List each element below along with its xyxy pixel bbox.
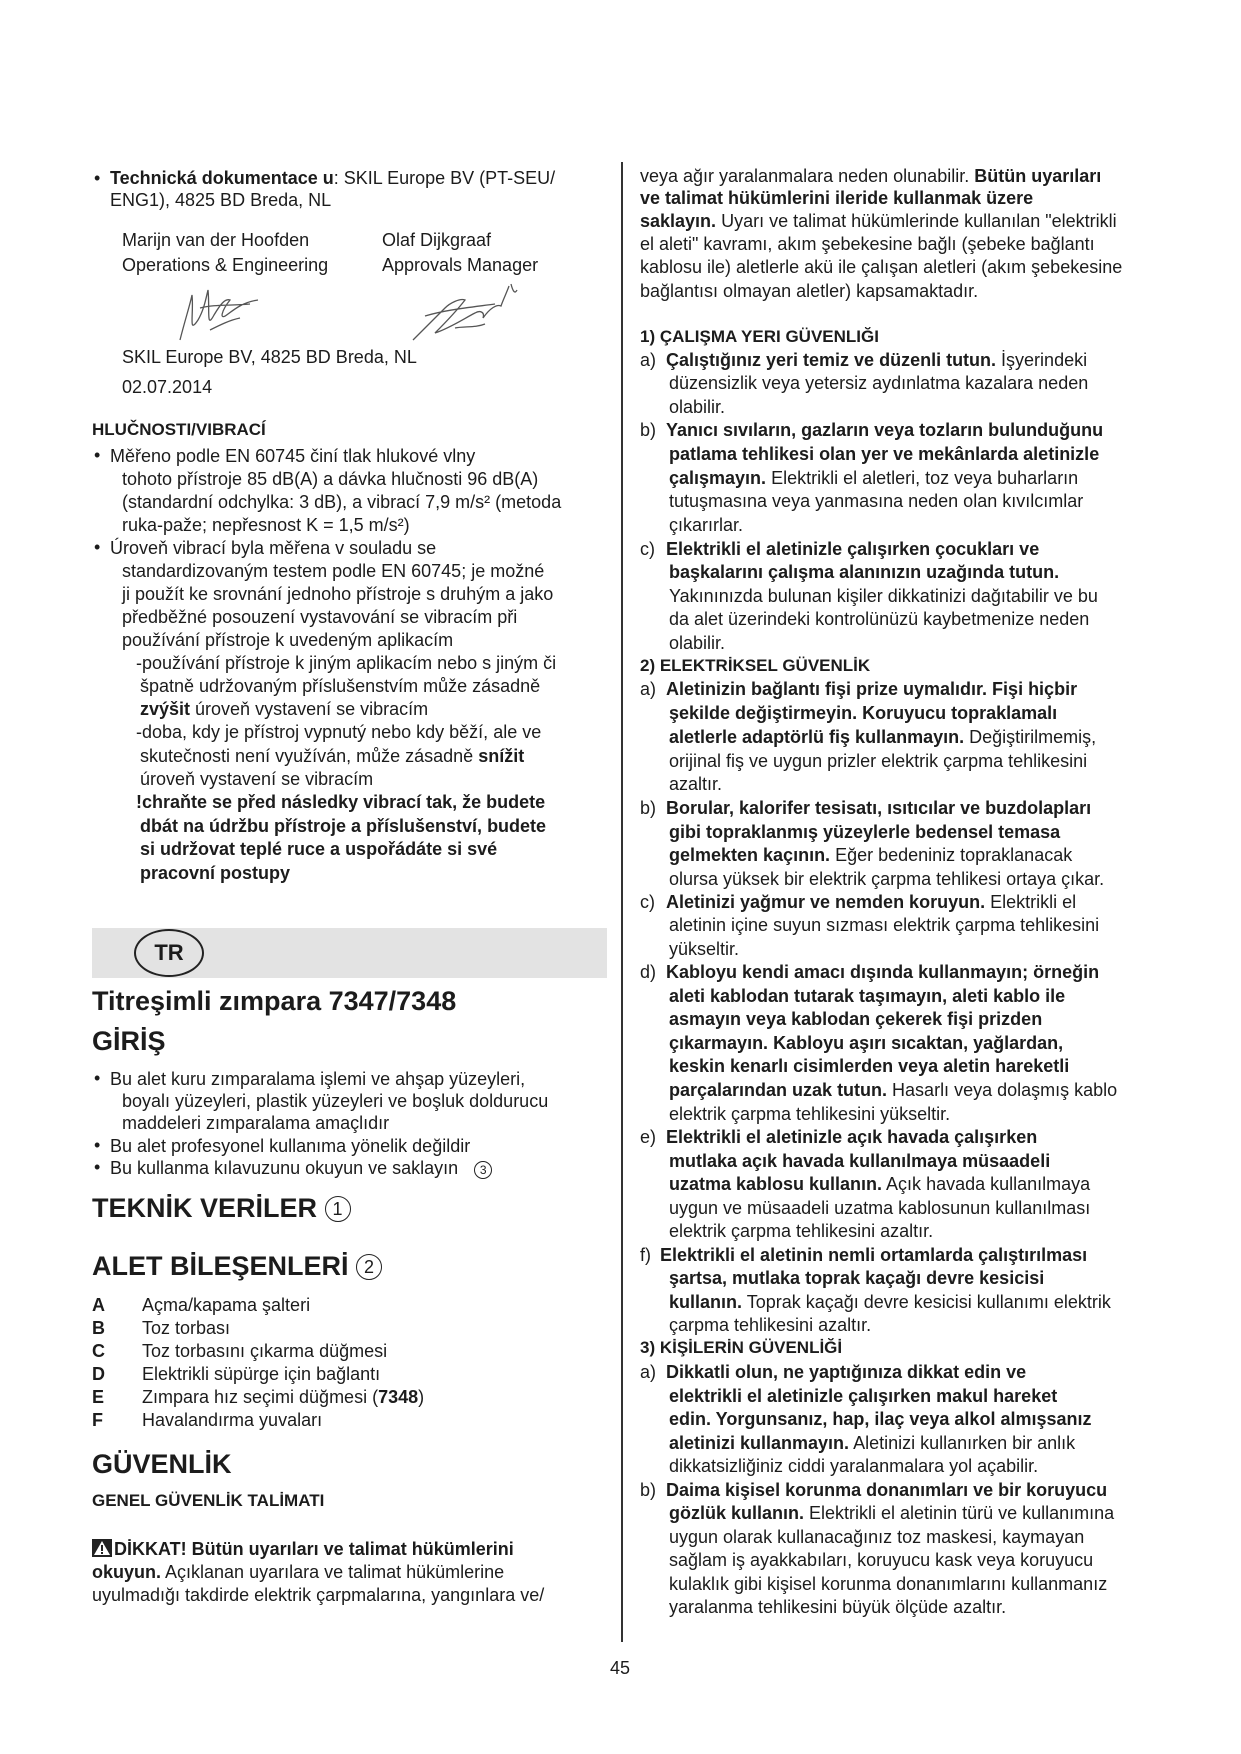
- s2f-l1: Elektrikli el aletinin nemli ortamlarda çalıştırılması: [660, 1245, 1088, 1265]
- noise-s2-l2: skutečnosti není využíván, může zásadně snížit: [140, 746, 525, 766]
- s2d-l6: parçalarından uzak tutun. Hasarlı veya dolaşmış kablo: [669, 1080, 1118, 1100]
- list-item: F Havalandırma yuvaları: [92, 1410, 323, 1430]
- s3a-l5: dikkatsizliğiniz ciddi yaralanmalara yol açabilir.: [669, 1456, 1039, 1476]
- figure-ref-3: 3: [474, 1161, 492, 1179]
- s1b-l1: Yanıcı sıvıların, gazların veya tozların bulunduğunu: [666, 420, 1104, 440]
- tech-doc-line2: ENG1), 4825 BD Breda, NL: [110, 190, 332, 210]
- bullet: •: [94, 1157, 101, 1177]
- signature-1: [170, 280, 280, 350]
- s2c-letter: c): [640, 892, 655, 912]
- s1b-l2: patlama tehlikesi olan yer ve mekânlarda aletinizle: [669, 444, 1100, 464]
- s2d-l3: asmayın veya kablodan çekerek fişi prizden: [669, 1009, 1043, 1029]
- safety-subheading: GENEL GÜVENLİK TALİMATI: [92, 1491, 325, 1510]
- s1b-l3: çalışmayın. Elektrikli el aletleri, toz veya buharların: [669, 468, 1079, 488]
- product-title: Titreşimli zımpara 7347/7348: [92, 986, 457, 1016]
- s3b-l5: kulaklık gibi kişisel korunma donanımlarını kullanmanız: [669, 1574, 1108, 1594]
- s2d-l1: Kabloyu kendi amacı dışında kullanmayın; örneğin: [666, 962, 1100, 982]
- list-item: A Açma/kapama şalteri: [92, 1295, 311, 1315]
- s2e-l1: Elektrikli el aletinizle açık havada çalışırken: [666, 1127, 1038, 1147]
- s2d-l7: elektrik çarpma tehlikesini yükseltir.: [669, 1104, 951, 1124]
- noise-warn-l4: pracovní postupy: [140, 863, 291, 883]
- language-badge: TR: [134, 929, 204, 977]
- s1a-l3: olabilir.: [669, 397, 726, 417]
- warning-line1: DİKKAT! Bütün uyarıları ve talimat hükümlerini: [92, 1538, 514, 1560]
- noise-s2-l3: úroveň vystavení se vibracím: [140, 769, 374, 789]
- s1-heading: 1) ÇALIŞMA YERI GÜVENLIĞI: [640, 327, 879, 346]
- signer1-role: Operations & Engineering: [122, 255, 329, 275]
- noise-b2-l1: Úroveň vibrací byla měřena v souladu se: [110, 538, 437, 558]
- intro-b1-l1: Bu alet kuru zımparalama işlemi ve ahşap yüzeyleri,: [110, 1069, 526, 1089]
- parts-heading: ALET BİLEŞENLERİ 2: [92, 1250, 382, 1282]
- noise-b1-l4: ruka-paže; nepřesnost K = 1,5 m/s²): [122, 515, 410, 535]
- s1b-l4: tutuşmasına veya yanmasına neden olan kıvılcımlar: [669, 491, 1084, 511]
- warning-line3: uyulmadığı takdirde elektrik çarpmalarına, yangınlara ve/: [92, 1585, 545, 1605]
- s1c-l3: Yakınınızda bulunan kişiler dikkatinizi dağıtabilir ve bu: [669, 586, 1098, 606]
- s3a-l1: Dikkatli olun, ne yaptığınıza dikkat edin ve: [666, 1362, 1027, 1382]
- company-address: SKIL Europe BV, 4825 BD Breda, NL: [122, 347, 417, 367]
- s1a-letter: a): [640, 350, 657, 370]
- figure-ref-1: 1: [325, 1196, 351, 1222]
- s2d-l2: aleti kablodan tutarak taşımayın, aleti kablo ile: [669, 986, 1066, 1006]
- s2c-l2: aletinin içine suyun sızması elektrik çarpma tehlikesini: [669, 915, 1100, 935]
- safety-heading: GÜVENLİK: [92, 1449, 232, 1479]
- s3b-l2: gözlük kullanın. Elektrikli el aletinin türü ve kullanımına: [669, 1503, 1115, 1523]
- p0-l6: bağlantısı olmayan aletler) kapsamaktadır.: [640, 281, 979, 301]
- s2d-l4: çıkarmayın. Kabloyu aşırı sıcaktan, yağlardan,: [669, 1033, 1064, 1053]
- s2b-l3: gelmekten kaçının. Eğer bedeniniz topraklanacak: [669, 845, 1073, 865]
- s2b-letter: b): [640, 798, 657, 818]
- s2e-l3: uzatma kablosu kullanın. Açık havada kullanılmaya: [669, 1174, 1091, 1194]
- p0-l3: saklayın. Uyarı ve talimat hükümlerinde kullanılan "elektrikli: [640, 211, 1117, 231]
- s3a-l4: aletinizi kullanmayın. Aletinizi kullanırken bir anlık: [669, 1433, 1076, 1453]
- s2a-l4: orijinal fiş ve uygun prizler elektrik çarpma tehlikesini: [669, 751, 1088, 771]
- warning-icon: [92, 1539, 112, 1557]
- noise-b2-l3: ji použít ke srovnání jednoho přístroje s druhým a jako: [122, 584, 554, 604]
- s2f-l4: çarpma tehlikesini azaltır.: [669, 1315, 872, 1335]
- s2e-l5: elektrik çarpma tehlikesini azaltır.: [669, 1221, 934, 1241]
- column-divider: [621, 162, 623, 1642]
- s2e-letter: e): [640, 1127, 657, 1147]
- s1c-l2: başkalarını çalışma alanınızın uzağında tutun.: [669, 562, 1060, 582]
- s2e-l4: uygun ve müsaadeli uzatma kablosunun kullanılması: [669, 1198, 1091, 1218]
- s2-heading: 2) ELEKTRİKSEL GÜVENLİK: [640, 656, 871, 675]
- s2a-letter: a): [640, 679, 657, 699]
- s2c-l1: Aletinizi yağmur ve nemden koruyun. Elektrikli el: [666, 892, 1077, 912]
- intro-b1-l3: maddeleri zımparalama amaçlıdır: [122, 1113, 390, 1133]
- tech-doc-line1: Technická dokumentace u: SKIL Europe BV (PT-SEU/: [110, 168, 556, 188]
- s2e-l2: mutlaka açık havada kullanılmaya müsaadeli: [669, 1151, 1051, 1171]
- s3-heading: 3) KİŞİLERİN GÜVENLİĞİ: [640, 1338, 843, 1357]
- noise-s2-l1: -doba, kdy je přístroj vypnutý nebo kdy běží, ale ve: [136, 722, 542, 742]
- s2b-l2: gibi topraklanmış yüzeylerle bedensel temasa: [669, 822, 1061, 842]
- s3b-l3: uygun olarak kullanacağınız toz maskesi, kaymayan: [669, 1527, 1085, 1547]
- s1c-l1: Elektrikli el aletinizle çalışırken çocukları ve: [666, 539, 1040, 559]
- s2f-letter: f): [640, 1245, 651, 1265]
- s1b-l5: çıkarırlar.: [669, 515, 744, 535]
- s2b-l4: olursa yüksek bir elektrik çarpma tehlikesi ortaya çıkar.: [669, 869, 1105, 889]
- s2d-l5: keskin kenarlı cisimlerden veya aletin hareketli: [669, 1056, 1070, 1076]
- noise-b2-l4: předběžné posouzení vystavování se vibracím při: [122, 607, 518, 627]
- noise-b2-l5: používání přístroje k uvedeným aplikacím: [122, 630, 454, 650]
- list-item: B Toz torbası: [92, 1318, 231, 1338]
- s1a-l2: düzensizlik veya yetersiz aydınlatma kazalara neden: [669, 373, 1089, 393]
- s1a-l1: Çalıştığınız yeri temiz ve düzenli tutun. İşyerindeki: [666, 350, 1088, 370]
- bullet: •: [94, 168, 101, 188]
- figure-ref-2: 2: [356, 1254, 382, 1280]
- s3b-l1: Daima kişisel korunma donanımları ve bir koruyucu: [666, 1480, 1108, 1500]
- s3a-letter: a): [640, 1362, 657, 1382]
- intro-heading: GİRİŞ: [92, 1026, 166, 1056]
- noise-warn-l1: !chraňte se před následky vibrací tak, že budete: [136, 792, 546, 812]
- s3b-l6: yaralanma tehlikesini büyük ölçüde azaltır.: [669, 1597, 1007, 1617]
- bullet: •: [94, 1068, 101, 1088]
- s2c-l3: yükseltir.: [669, 939, 740, 959]
- list-item: D Elektrikli süpürge için bağlantı: [92, 1364, 381, 1384]
- noise-s1-l3: zvýšit úroveň vystavení se vibracím: [140, 699, 429, 719]
- intro-b2: Bu alet profesyonel kullanıma yönelik değildir: [110, 1136, 471, 1156]
- signer1-name: Marijn van der Hoofden: [122, 230, 310, 250]
- s2f-l3: kullanın. Toprak kaçağı devre kesicisi kullanımı elektrik: [669, 1292, 1111, 1312]
- noise-b1-l3: (standardní odchylka: 3 dB), a vibrací 7,9 m/s² (metoda: [122, 492, 562, 512]
- s2a-l5: azaltır.: [669, 774, 723, 794]
- noise-b1-l1: Měřeno podle EN 60745 činí tlak hlukové vlny: [110, 446, 476, 466]
- s3b-letter: b): [640, 1480, 657, 1500]
- list-item: E Zımpara hız seçimi düğmesi (7348): [92, 1387, 425, 1407]
- parts-list: [92, 1294, 592, 1432]
- s1c-l4: da alet üzerindeki kontrolünüzü kaybetmenize neden: [669, 609, 1090, 629]
- bullet: •: [94, 445, 101, 465]
- noise-s1-l1: -používání přístroje k jiným aplikacím nebo s jiným či: [136, 653, 557, 673]
- signature-2: [405, 278, 535, 350]
- noise-b1-l2: tohoto přístroje 85 dB(A) a dávka hlučnosti 96 dB(A): [122, 469, 539, 489]
- s1c-letter: c): [640, 539, 655, 559]
- signer2-role: Approvals Manager: [382, 255, 539, 275]
- bullet: •: [94, 537, 101, 557]
- s3a-l3: edin. Yorgunsanız, hap, ilaç veya alkol almışsanız: [669, 1409, 1092, 1429]
- signer2-name: Olaf Dijkgraaf: [382, 230, 492, 250]
- bullet: •: [94, 1135, 101, 1155]
- intro-b3: Bu kullanma kılavuzunu okuyun ve saklayın 3: [110, 1157, 492, 1179]
- p0-l2: ve talimat hükümlerini ileride kullanmak üzere: [640, 188, 1034, 208]
- noise-warn-l3: si udržovat teplé ruce a uspořádáte si své: [140, 839, 498, 859]
- p0-l1: veya ağır yaralanmalara neden olunabilir. Bütün uyarıları: [640, 166, 1102, 186]
- s2a-l1: Aletinizin bağlantı fişi prize uymalıdır. Fişi hiçbir: [666, 679, 1078, 699]
- intro-b1-l2: boyalı yüzeyleri, plastik yüzeyleri ve boşluk doldurucu: [122, 1091, 549, 1111]
- noise-warn-l2: dbát na údržbu přístroje a příslušenství, budete: [140, 816, 547, 836]
- warning-line2: okuyun. Açıklanan uyarılara ve talimat hükümlerine: [92, 1562, 505, 1582]
- date: 02.07.2014: [122, 377, 213, 397]
- s2f-l2: şartsa, mutlaka toprak kaçağı devre kesicisi: [669, 1268, 1045, 1288]
- noise-b2-l2: standardizovaným testem podle EN 60745; je možné: [122, 561, 545, 581]
- page-number: 45: [610, 1658, 631, 1678]
- s2a-l3: aletlerle adaptörlü fiş kullanmayın. Değiştirilmemiş,: [669, 727, 1097, 747]
- s1b-letter: b): [640, 420, 657, 440]
- s3b-l4: sağlam iş ayakkabıları, koruyucu kask veya koruyucu: [669, 1550, 1094, 1570]
- p0-l5: kablosu ile) aletlerle akü ile çalışan aletleri (akım şebekesine: [640, 257, 1123, 277]
- s2b-l1: Borular, kalorifer tesisatı, ısıtıcılar ve buzdolapları: [666, 798, 1092, 818]
- s2a-l2: şekilde değiştirmeyin. Koruyucu topraklamalı: [669, 703, 1058, 723]
- tech-data-heading: TEKNİK VERİLER 1: [92, 1192, 351, 1224]
- s3a-l2: elektrikli el aletinizle çalışırken makul hareket: [669, 1386, 1058, 1406]
- list-item: C Toz torbasını çıkarma düğmesi: [92, 1341, 388, 1361]
- noise-heading: HLUČNOSTI/VIBRACÍ: [92, 420, 266, 439]
- s1c-l5: olabilir.: [669, 633, 726, 653]
- noise-s1-l2: špatně udržovaným příslušenstvím může zásadně: [140, 676, 541, 696]
- p0-l4: el aleti" kavramı, akım şebekesine bağlı (şebeke bağlantı: [640, 234, 1095, 254]
- s2d-letter: d): [640, 962, 657, 982]
